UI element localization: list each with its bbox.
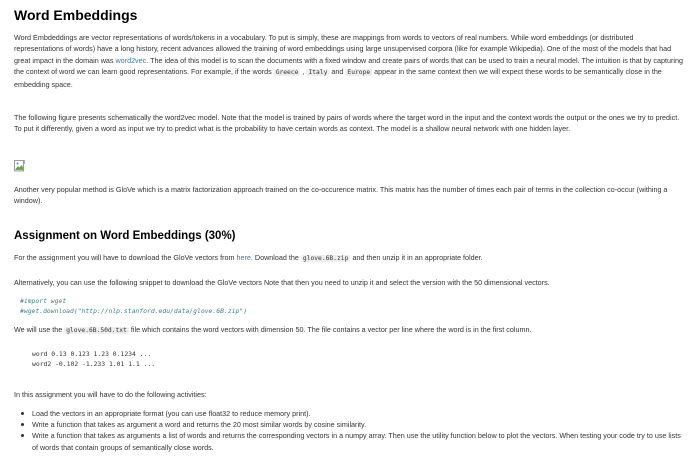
bullet-icon [21,412,24,415]
code-glove-50d: glove.6B.50d.txt [66,327,127,334]
code-glove-zip: glove.6B.zip [302,255,349,262]
download-text-1: For the assignment you will have to download the GloVe vectors from [14,253,237,262]
glove-here-link[interactable]: here [236,253,251,262]
code-italy: Italy [308,69,328,77]
word2vec-paragraph: The following figure presents schematically the word2vec model. Note that the model is trained by pairs of words where the target word in the input and the context words the output or the ones we try to predict. To put it differently, given a word as input we try to predict what is the probability to have certain words as context. The model is a shallow neural network with one hidden layer. [14,113,680,134]
intro-text-3: appear in the same context then we will expect these words to be semantically close in the embedding space. [14,67,662,89]
code-europe: Europe [347,69,371,77]
example-line-2: word2 -0.102 -1.233 1.01 1.1 ... [32,360,156,368]
activity-text: Write a function that takes as argument a word and returns the 20 most similar words by cosine similarity. [32,420,367,430]
assignment-heading: Assignment on Word Embeddings (30%) [14,230,236,242]
code-cell[interactable] [20,296,684,316]
download-text-3: and then unzip it in an appropriate folder. [350,253,483,262]
example-line-1: word 0.13 0.123 1.23 0.1234 ... [32,350,152,358]
download-paragraph [14,252,684,264]
assignment-section-header [14,228,236,244]
code-line-1: #import wget [20,297,67,305]
and-text: and [329,67,346,77]
broken-image-icon [14,160,25,172]
bullet-icon [21,434,24,437]
code-line-2: #wget.download("http://nlp.stanford.edu/data/glove.6B.zip") [20,307,248,315]
word2vec-link[interactable]: word2vec [115,55,147,65]
separator: , [300,67,307,77]
glove-paragraph: Another very popular method is GloVe which is a matrix factorization approach trained on the co-occurence matrix. This matrix has the number of times each pair of terms in the collection co-occur (withing a window). [14,185,668,206]
page-title: Word Embeddings [14,7,138,23]
activity-text: Write a function that takes as arguments a list of words and returns the corresponding vectors in a numpy array. Then use the utility function below to plot the vectors. When testing your code try to use lists of words that contain groups of semantically close words. [32,431,681,452]
intro-text-2: . The idea of this model is to scan the documents with a fixed window and create pairs of words that can be used to train a neural model. The intuition is that by capturing the context of word we can learn good representations. For example, if the words [14,55,683,77]
example-vectors-block [32,349,672,369]
download-text-2: . Download the [250,253,301,262]
activities-intro: In this assignment you will have to do the following activities: [14,390,207,399]
code-greece: Greece [275,69,299,77]
file-text-1: We will use the [14,325,65,334]
intro-paragraph [14,32,684,90]
intro-text-1: Word Embdeddings are vector representations of words/tokens in a vocabulary. To put is simply, these are mappings from words to vectors of real numbers. While word embeddings (or distributed representations of words) have a long history, recent advances allowed the training of word embeddings using large unsupervised corpora (like for example Wikipedia). One of the most of the models that had great impact in the domain was [14,33,672,65]
list-item [14,419,684,430]
snippet-paragraph: Alternatively, you can use the following snippet to download the GloVe vectors Note that then you need to unzip it and select the version with the 50 dimensional vectors. [14,278,550,287]
list-item [14,430,684,452]
bullet-icon [21,423,24,426]
file-paragraph [14,324,684,336]
file-text-2: file which contains the word vectors with dimension 50. The file contains a vector per line where the word is in the first column. [128,325,532,334]
list-item [14,408,684,419]
activities-list [14,408,684,453]
activity-text: Load the vectors in an appropriate format (you can use float32 to reduce memory print). [32,409,311,418]
